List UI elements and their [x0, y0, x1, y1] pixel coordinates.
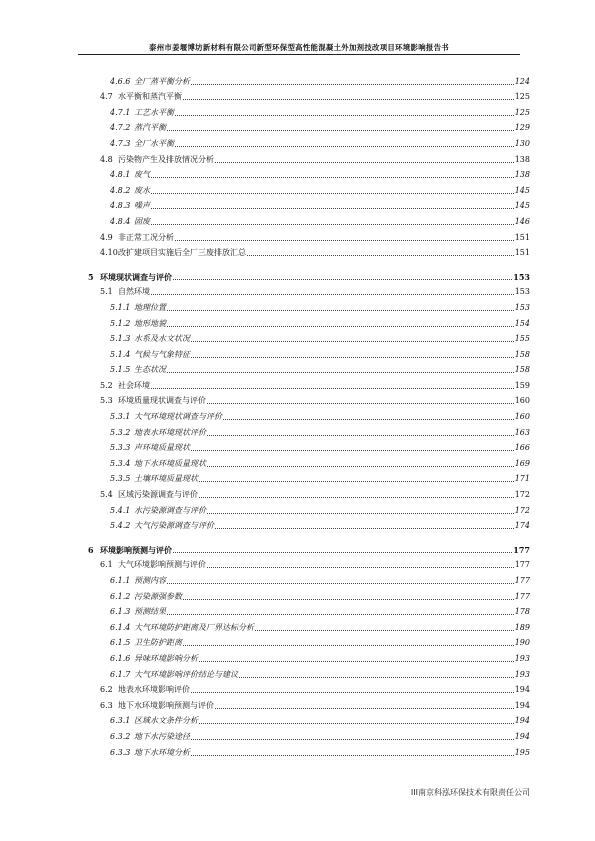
toc-entry-title: 污染物产生及排放情况分析	[118, 154, 214, 164]
toc-entry-page: 177	[514, 576, 530, 585]
toc-dot-leader	[207, 402, 514, 404]
toc-entry-title: 改扩建项目实施后全厂三废排放汇总	[118, 248, 246, 258]
toc-entry[interactable]	[88, 329, 530, 345]
toc-entry-title: 全厂水平衡	[134, 138, 174, 148]
toc-entry-title: 地下水环境分析	[134, 747, 190, 757]
toc-entry-title: 大气污染源调查与评价	[134, 521, 214, 531]
toc-entry-page: 163	[514, 427, 530, 437]
toc-entry-number: 4.8.4	[110, 216, 131, 226]
toc-dot-leader	[167, 309, 514, 311]
toc-entry-title: 声环境质量现状	[134, 443, 190, 453]
toc-entry-number: 4.8	[100, 154, 113, 164]
toc-entry-number: 6.1.4	[110, 622, 131, 632]
toc-entry[interactable]	[88, 648, 530, 664]
toc-entry[interactable]	[88, 406, 530, 422]
toc-entry-title: 固废	[134, 216, 150, 226]
toc-dot-leader	[151, 192, 514, 194]
toc-entry-page: 194	[514, 700, 530, 710]
toc-entry-number: 5.4	[100, 490, 113, 500]
toc-dot-leader	[151, 207, 514, 209]
toc-entry-number: 4.8.3	[110, 201, 131, 211]
toc-dot-leader	[199, 660, 514, 662]
toc-dot-leader	[215, 707, 514, 709]
toc-entry-page: 171	[514, 474, 530, 484]
toc-entry-title: 预测结果	[134, 607, 166, 617]
toc-dot-leader	[207, 512, 514, 514]
toc-entry-number: 5.3.3	[110, 443, 131, 453]
toc-entry-title: 异味环境影响分析	[134, 653, 198, 663]
toc-entry-page: 125	[514, 92, 530, 102]
toc-entry[interactable]	[88, 711, 530, 727]
toc-entry-number: 6	[88, 544, 94, 555]
toc-entry-number: 4.7.3	[110, 138, 131, 148]
toc-entry[interactable]	[88, 71, 530, 87]
toc-entry-page: 125	[514, 107, 530, 117]
toc-entry[interactable]	[88, 180, 530, 196]
toc-entry-number: 6.1.5	[110, 638, 131, 648]
toc-entry-title: 水平衡和蒸汽平衡	[118, 92, 182, 102]
toc-entry-page: 177	[513, 544, 530, 555]
toc-entry-page: 155	[514, 334, 530, 344]
toc-entry-title: 噪声	[134, 201, 150, 211]
toc-entry[interactable]	[88, 484, 530, 500]
toc-entry[interactable]	[88, 375, 530, 391]
toc-entry-title: 环境影响预测与评价	[100, 544, 172, 555]
toc-entry[interactable]	[88, 539, 530, 555]
toc-entry[interactable]	[88, 516, 530, 532]
toc-entry[interactable]	[88, 313, 530, 329]
toc-entry-number: 5.4.1	[110, 505, 131, 515]
toc-entry-page: 172	[514, 490, 530, 500]
toc-entry-page: 172	[514, 505, 530, 515]
toc-entry-number: 6.3.1	[110, 716, 131, 726]
toc-entry-page: 194	[514, 716, 530, 726]
toc-entry-title: 废水	[134, 185, 150, 195]
toc-entry-number: 4.7.2	[110, 123, 131, 133]
toc-entry-page: 160	[514, 412, 530, 422]
toc-entry-page: 151	[514, 248, 530, 258]
toc-entry-title: 土壤环境质量现状	[134, 474, 198, 484]
toc-dot-leader	[151, 293, 514, 295]
toc-entry-page: 159	[514, 380, 530, 390]
toc-dot-leader	[191, 691, 514, 693]
toc-entry-title: 卫生防护距离	[134, 638, 182, 648]
toc-entry[interactable]	[88, 633, 530, 649]
toc-entry[interactable]	[88, 133, 530, 149]
toc-dot-leader	[167, 613, 514, 615]
toc-entry[interactable]	[88, 680, 530, 696]
toc-dot-leader	[167, 129, 514, 131]
toc-entry-number: 5.1.3	[110, 334, 131, 344]
toc-entry-title: 大气环境影响预测与评价	[118, 560, 206, 570]
toc-entry-number: 5.1.1	[110, 302, 131, 312]
toc-entry-page: 158	[514, 365, 530, 375]
toc-dot-leader	[207, 465, 514, 467]
toc-dot-leader	[215, 161, 514, 163]
toc-entry-title: 大气环境影响评价结论与建议	[134, 669, 238, 679]
toc-dot-leader	[175, 145, 514, 147]
toc-entry-number: 6.2	[100, 685, 113, 695]
toc-entry-page: 177	[514, 560, 530, 570]
toc-entry[interactable]	[88, 555, 530, 571]
toc-entry[interactable]	[88, 695, 530, 711]
toc-dot-leader	[151, 223, 514, 225]
toc-entry-page: 146	[514, 216, 530, 226]
document-header: 泰州市姜堰博坊新材料有限公司新型环保型高性能混凝土外加剂技改项目环境影响报告书	[149, 43, 449, 52]
toc-entry[interactable]	[88, 118, 530, 134]
toc-entry-page: 160	[514, 396, 530, 406]
toc-entry-number: 4.7	[100, 92, 113, 102]
toc-entry-title: 地表水环境影响评价	[118, 685, 190, 695]
toc-entry-number: 5.1.2	[110, 318, 131, 328]
toc-dot-leader	[207, 566, 514, 568]
toc-entry[interactable]	[88, 500, 530, 516]
toc-dot-leader	[199, 480, 514, 482]
toc-dot-leader	[191, 83, 514, 85]
toc-entry[interactable]	[88, 227, 530, 243]
toc-entry-page: 193	[514, 653, 530, 663]
toc-entry-title: 工艺水平衡	[134, 107, 174, 117]
toc-entry-page: 151	[514, 232, 530, 242]
toc-dot-leader	[173, 551, 512, 553]
toc-entry[interactable]	[88, 391, 530, 407]
toc-entry-number: 5.3.4	[110, 458, 131, 468]
toc-entry-number: 6.1.1	[110, 576, 131, 585]
toc-dot-leader	[167, 325, 514, 327]
toc-entry[interactable]	[88, 87, 530, 103]
toc-entry[interactable]	[88, 438, 530, 454]
toc-dot-leader	[223, 418, 514, 420]
toc-dot-leader	[183, 598, 514, 600]
toc-dot-leader	[199, 496, 514, 498]
toc-entry-title: 大气环境防护距离及厂界达标分析	[134, 622, 254, 632]
toc-entry-page: 129	[514, 123, 530, 133]
toc-dot-leader	[207, 434, 514, 436]
toc-entry-title: 水系及水文状况	[134, 334, 190, 344]
toc-entry-title: 水污染源调查与评价	[134, 505, 206, 515]
toc-entry-page: 145	[514, 201, 530, 211]
toc-entry[interactable]	[88, 664, 530, 680]
toc-entry-page: 169	[514, 458, 530, 468]
toc-dot-leader	[191, 738, 514, 740]
toc-dot-leader	[191, 340, 514, 342]
toc-entry[interactable]	[88, 297, 530, 313]
toc-entry[interactable]	[88, 149, 530, 165]
toc-entry[interactable]	[88, 422, 530, 438]
toc-entry-title: 区域污染源调查与评价	[118, 490, 198, 500]
toc-entry-title: 地理位置	[134, 302, 166, 312]
toc-dot-leader	[199, 722, 514, 724]
toc-entry-page: 177	[514, 591, 530, 601]
toc-entry-page: 153	[513, 271, 530, 282]
toc-entry-title: 环境质量现状调查与评价	[118, 396, 206, 406]
toc-dot-leader	[247, 254, 514, 256]
page-footer: III南京科泓环保技术有限责任公司	[410, 788, 530, 797]
toc-entry-page: 174	[514, 521, 530, 531]
toc-entry-number: 4.8.1	[110, 170, 131, 180]
toc-entry-page: 158	[514, 349, 530, 359]
toc-entry-page: 193	[514, 669, 530, 679]
toc-entry-title: 生态状况	[134, 365, 166, 375]
toc-entry-page: 195	[514, 747, 530, 757]
toc-dot-leader	[191, 356, 514, 358]
toc-entry-title: 全厂蒸平衡分析	[134, 76, 190, 86]
toc-entry-page: 138	[514, 154, 530, 164]
toc-entry[interactable]	[88, 266, 530, 282]
toc-entry-number: 6.1	[100, 560, 113, 570]
toc-entry-title: 地下水环境影响预测与评价	[118, 700, 214, 710]
toc-entry-title: 地表水环境现状评价	[134, 427, 206, 437]
toc-entry-page: 178	[514, 607, 530, 617]
toc-entry-number: 5.1	[100, 287, 113, 297]
toc-entry-title: 地下水污染途径	[134, 731, 190, 741]
toc-entry-number: 6.1.7	[110, 669, 131, 679]
toc-entry-number: 6.1.2	[110, 591, 131, 601]
toc-entry-number: 5.3.2	[110, 427, 131, 437]
toc-dot-leader	[173, 278, 512, 280]
toc-entry-number: 5.3.1	[110, 412, 131, 422]
toc-dot-leader	[167, 371, 514, 373]
toc-entry[interactable]	[88, 344, 530, 360]
toc-entry[interactable]	[88, 211, 530, 227]
toc-entry-page: 194	[514, 685, 530, 695]
toc-entry-page: 194	[514, 731, 530, 741]
toc-entry-number: 5.2	[100, 380, 113, 390]
toc-entry-title: 社会环境	[118, 380, 150, 390]
toc-dot-leader	[239, 676, 514, 678]
toc-entry-number: 4.7.1	[110, 107, 131, 117]
toc-entry-number: 5.1.5	[110, 365, 131, 375]
toc-entry[interactable]	[88, 617, 530, 633]
toc-entry-title: 非正常工况分析	[118, 232, 174, 242]
toc-entry-title: 预测内容	[134, 576, 166, 585]
toc-entry-number: 4.10	[100, 248, 118, 258]
toc-entry[interactable]	[88, 282, 530, 298]
toc-dot-leader	[191, 449, 514, 451]
toc-entry-number: 5.1.4	[110, 349, 131, 359]
toc-entry[interactable]	[88, 742, 530, 758]
toc-entry-number: 6.1.3	[110, 607, 131, 617]
toc-entry-page: 189	[514, 622, 530, 632]
toc-entry[interactable]	[88, 243, 530, 259]
toc-entry-title: 环境现状调查与评价	[100, 271, 172, 282]
toc-entry-title: 地形地貌	[134, 318, 166, 328]
toc-dot-leader	[183, 644, 514, 646]
toc-entry-number: 5	[88, 271, 94, 282]
toc-entry-page: 130	[514, 138, 530, 148]
header-rule	[78, 54, 520, 55]
toc-entry-title: 气候与气象特征	[134, 349, 190, 359]
toc-entry-number: 5.3.5	[110, 474, 131, 484]
toc-entry[interactable]	[88, 570, 530, 586]
toc-entry[interactable]	[88, 360, 530, 376]
toc-entry[interactable]	[88, 602, 530, 618]
toc-entry-number: 4.9	[100, 232, 113, 242]
toc-entry-page: 153	[514, 287, 530, 297]
toc-entry-page: 138	[514, 170, 530, 180]
toc-entry-number: 4.8.2	[110, 185, 131, 195]
toc-entry-title: 污染源强参数	[134, 591, 182, 601]
toc-entry[interactable]	[88, 469, 530, 485]
toc-entry-number: 6.1.6	[110, 653, 131, 663]
toc-entry[interactable]	[88, 165, 530, 181]
toc-entry-number: 5.3	[100, 396, 113, 406]
toc-entry-title: 废气	[134, 170, 150, 180]
toc-entry[interactable]	[88, 196, 530, 212]
toc-entry-number: 4.6.6	[110, 76, 131, 86]
toc-dot-leader	[255, 629, 514, 631]
toc-entry-title: 区域水文条件分析	[134, 716, 198, 726]
toc-entry-title: 自然环境	[118, 287, 150, 297]
toc-entry-number: 6.3.2	[110, 731, 131, 741]
toc-entry-title: 蒸汽平衡	[134, 123, 166, 133]
toc-entry[interactable]	[88, 102, 530, 118]
toc-dot-leader	[175, 114, 514, 116]
toc-entry-number: 6.3	[100, 700, 113, 710]
toc-entry-title: 地下水环境质量现状	[134, 458, 206, 468]
toc-dot-leader	[167, 582, 514, 584]
toc-dot-leader	[151, 387, 514, 389]
toc-entry-page: 124	[514, 76, 530, 86]
toc-dot-leader	[183, 98, 514, 100]
toc-entry[interactable]	[88, 453, 530, 469]
toc-entry-number: 6.3.3	[110, 747, 131, 757]
toc-dot-leader	[215, 527, 514, 529]
toc-dot-leader	[191, 754, 514, 756]
toc-entry[interactable]	[88, 586, 530, 602]
toc-entry-number: 5.4.2	[110, 521, 131, 531]
toc-dot-leader	[151, 176, 514, 178]
toc-entry-page: 153	[514, 302, 530, 312]
toc-entry[interactable]	[88, 726, 530, 742]
toc-entry-page: 145	[514, 185, 530, 195]
table-of-contents	[88, 71, 530, 758]
toc-dot-leader	[175, 239, 514, 241]
toc-entry-page: 166	[514, 443, 530, 453]
toc-entry-page: 190	[514, 638, 530, 648]
toc-entry-page: 154	[514, 318, 530, 328]
toc-entry-title: 大气环境现状调查与评价	[134, 412, 222, 422]
